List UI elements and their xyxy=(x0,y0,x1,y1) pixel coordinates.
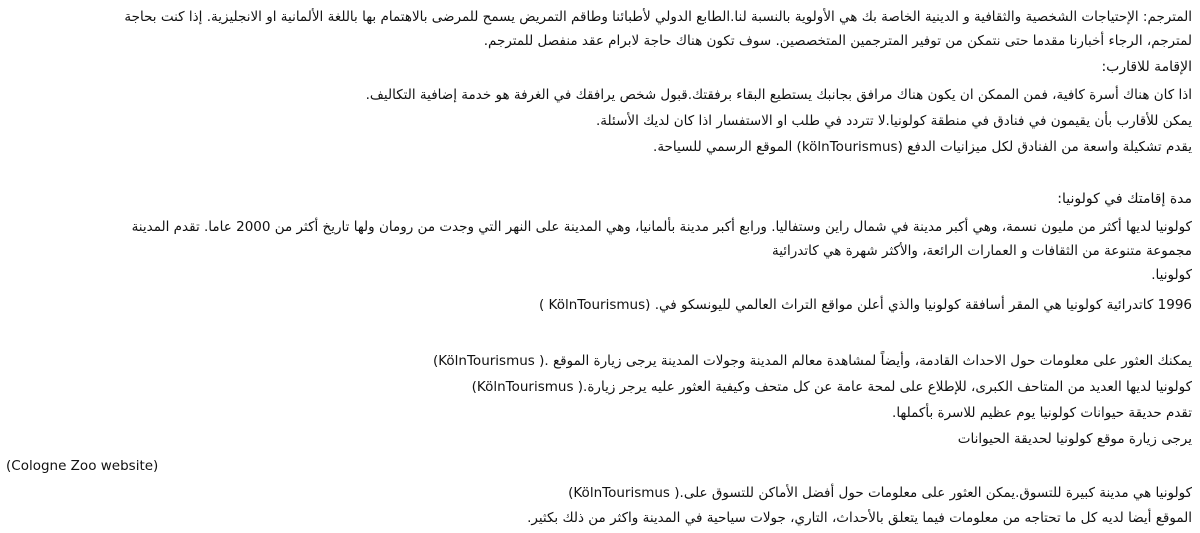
paragraph-relatives-line-1: اذا كان هناك أسرة كافية، فمن الممكن ان يكون هناك مرافق بجانبك يستطيع البقاء برفقتك.قبول شخص يرافقك في الغرفة هو خدمة إضافية التكاليف. xyxy=(365,87,1192,103)
paragraph-relatives-line-3: يقدم تشكيلة واسعة من الفنادق لكل ميزانيات الدفع (kölnTourismus) الموقع الرسمي للسياحة. xyxy=(653,139,1192,155)
paragraph-cologne-line-2: مجموعة متنوعة من الثقافات و العمارات الرائعة، والأكثر شهرة هي كاتدرائية xyxy=(771,243,1192,259)
paragraph-interpreter-line-1: المترجم: الإحتياجات الشخصية والثقافية و الدينية الخاصة بك هي الأولوية بالنسبة لنا.الطابع الدولي لأطبائنا وطاقم التمريض يسمح للمرضى بالاهتمام بها باللغة الألمانية او الانجليزية. إذا كنت بحاجة xyxy=(124,9,1192,25)
paragraph-shopping-line-2: الموقع أيضا لديه كل ما تحتاجه من معلومات فيما يتعلق بالأحداث، التاري، جولات سياحية في المدينة واكثر من ذلك بكثير. xyxy=(527,510,1192,526)
paragraph-relatives-line-2: يمكن للأقارب بأن يقيمون في فنادق في منطقة كولونيا.لا تتردد في طلب او الاستفسار اذا كان لديك الأسئلة. xyxy=(596,113,1192,129)
zoo-website-link-text: (Cologne Zoo website) xyxy=(6,458,159,474)
paragraph-zoo-line-1: تقدم حديقة حيوانات كولونيا يوم عظيم للاسرة بأكملها. xyxy=(892,405,1192,421)
paragraph-zoo-line-2: يرجى زيارة موقع كولونيا لحديقة الحيوانات xyxy=(957,431,1192,447)
heading-relatives-accommodation: الإقامة للاقارب: xyxy=(1101,59,1192,75)
paragraph-interpreter-line-2: لمترجم، الرجاء أخبارنا مقدما حتى نتمكن من توفير المترجمين المتخصصين. سوف تكون هناك حاجة لابرام عقد منفصل للمترجم. xyxy=(483,33,1192,49)
paragraph-cologne-line-3: كولونيا. xyxy=(1151,267,1192,283)
paragraph-shopping-line-1: (KölnTourismus ).كولونيا هي مدينة كبيرة للتسوق.يمكن العثور على معلومات حول أفضل الأماكن للتسوق على xyxy=(568,485,1192,501)
paragraph-cologne-line-1: كولونيا لديها أكثر من مليون نسمة، وهي أكبر مدينة في شمال راين وستفاليا. ورابع أكبر مدينة بألمانيا، وهي المدينة على النهر التي وجدت من رومان ولها تاريخ أكثر من 2000 عاما. تقدم المدينة xyxy=(131,219,1192,235)
paragraph-museums-line: (KölnTourismus ).كولونيا لديها العديد من المتاحف الكبرى، للإطلاع على لمحة عامة عن كل متحف وكيفية العثور عليه يرجر زيارة xyxy=(471,379,1192,395)
heading-stay-in-cologne: مدة إقامتك في كولونيا: xyxy=(1057,191,1192,207)
paragraph-cathedral-line: 1996 كاتدرائية كولونيا هي المقر أسافقة كولونيا والذي أعلن مواقع التراث العالمي لليونسكو في. (KölnTourismus ) xyxy=(538,297,1192,313)
paragraph-events-line: (KölnTourismus ). يمكنك العثور على معلومات حول الاحداث القادمة، وأيضاً لمشاهدة معالم المدينة وجولات المدينة يرجى زيارة الموقع xyxy=(432,353,1192,369)
